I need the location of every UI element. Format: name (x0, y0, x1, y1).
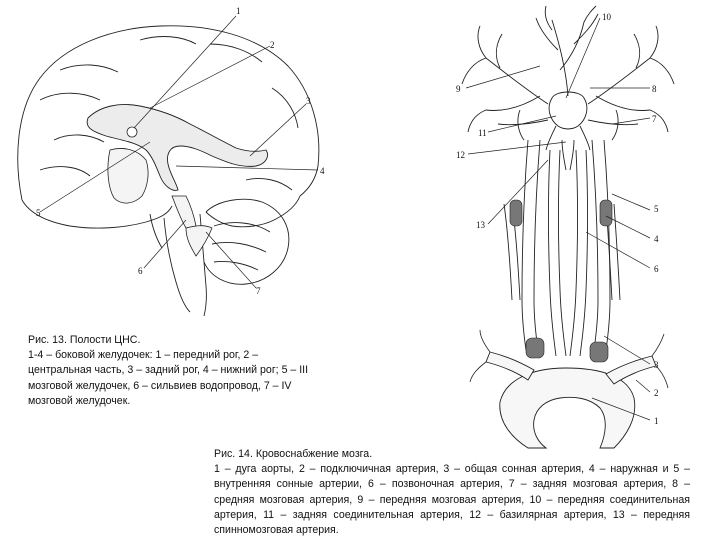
fig14-callout-5: 5 (654, 204, 659, 214)
figure-14-caption (214, 447, 690, 538)
anterior-cerebral-branches (536, 6, 598, 96)
fig14-callout-1: 1 (654, 416, 659, 426)
fig13-callout-6: 6 (138, 266, 143, 276)
posterior-cerebral-arcs (498, 120, 638, 125)
fig13-callout-3: 3 (306, 96, 311, 106)
right-internal-carotid (592, 140, 610, 350)
right-subclavian (606, 356, 656, 384)
fig14-callout-4: 4 (654, 234, 659, 244)
fig14-callout-10: 10 (602, 12, 611, 22)
fig14-callout-7: 7 (652, 114, 657, 124)
left-subclavian (486, 352, 534, 380)
figure-13-caption-title: Рис. 13. Полости ЦНС. (28, 334, 141, 346)
fig13-callout-2: 2 (270, 40, 275, 50)
fig14-callout-3: 3 (654, 360, 659, 370)
basilar-artery (562, 140, 574, 170)
fig14-callout-8: 8 (652, 84, 657, 94)
fig13-callout-4: 4 (320, 166, 325, 176)
figure-13-caption-text: 1-4 – боковой желудочек: 1 – передний рог, 2 – центральная часть, 3 – задний рог, 4 – нижний рог; 5 – III мозговой желудочек, 6 – сильвиев водопровод, 7 – IV мозговой желудочек. (28, 349, 309, 407)
fig13-callout-7: 7 (256, 286, 261, 296)
fig14-callout-2: 2 (654, 388, 659, 398)
fig14-callout-6: 6 (654, 264, 659, 274)
fig13-callout-5: 5 (36, 208, 41, 218)
vertebral-arteries (549, 150, 588, 356)
fig14-callout-9: 9 (456, 84, 461, 94)
fig14-callout-12: 12 (456, 150, 465, 160)
figure-14-caption-text: 1 – дуга аорты, 2 – подключичная артерия, 3 – общая сонная артерия, 4 – наружная и 5 – внутренняя сонные артерии, 6 – позвоночная артерия, 7 – задняя мозговая артерия, 8 – средняя мозговая артерия, 9 – передняя мозговая артерия, 10 – передняя соединительная артерия, 11 – задняя соединительная артерия, 12 – базилярная артерия, 13 – передняя спинномозговая артерия. (214, 463, 690, 537)
circle-of-willis (549, 92, 587, 129)
fig13-callout-1: 1 (236, 6, 241, 16)
fig14-callout-13: 13 (476, 220, 485, 230)
figure-14-caption-title: Рис. 14. Кровоснабжение мозга. (214, 448, 373, 460)
figure-13-caption (28, 333, 324, 409)
fig14-callout-11: 11 (478, 128, 487, 138)
